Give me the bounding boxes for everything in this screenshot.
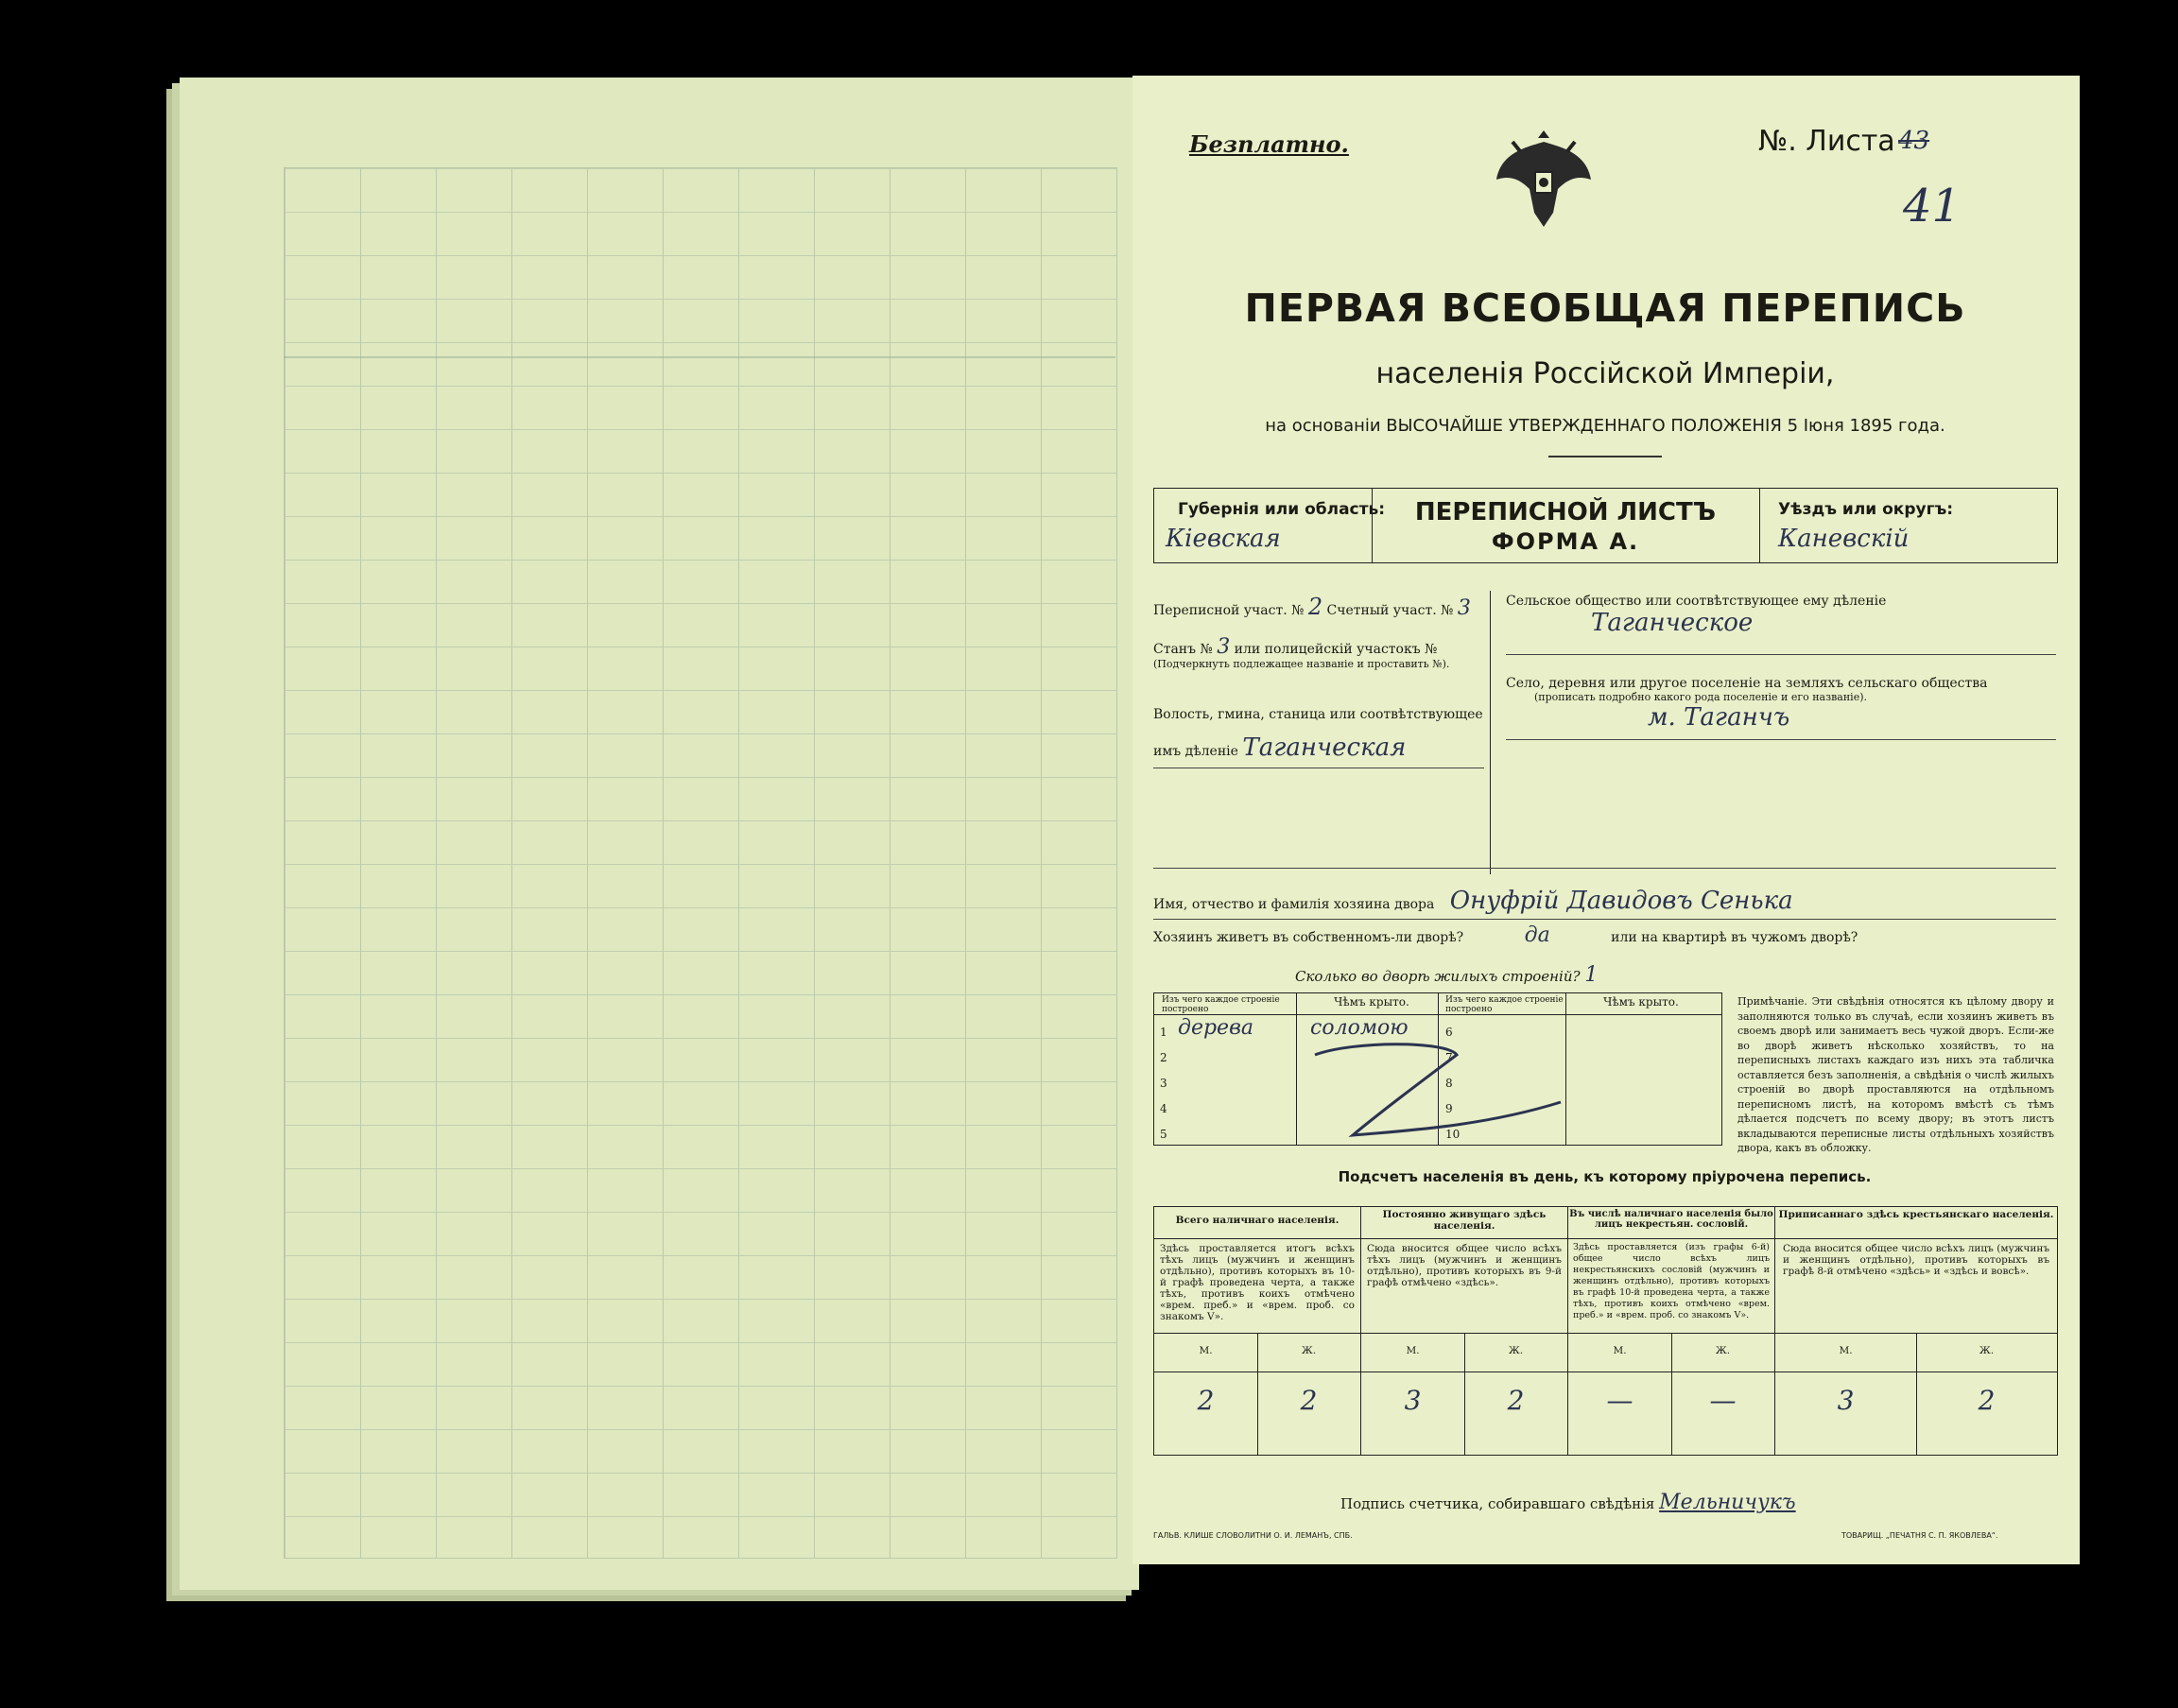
signature-label: Подпись счетчика, собиравшаго свѣдѣнія [1340,1495,1655,1512]
col-roof-left: Чѣмъ крыто. [1334,995,1409,1009]
own-yard-value: да [1524,923,1550,947]
province-label: Губернія или область: [1178,500,1386,519]
district-label: Уѣздъ или округъ: [1778,500,1954,519]
left-page-bleed-through [284,167,1115,358]
sheet-number-handwritten: 41 [1903,180,1962,233]
col-roof-right: Чѣмъ крыто. [1603,995,1679,1009]
row-num: 7 [1445,1051,1453,1064]
form-header-box [1153,488,2058,563]
signature-value: Мельничукъ [1659,1491,1796,1514]
row1-roof: соломою [1310,1016,1409,1040]
printer-right: ТОВАРИЩ. „ПЕЧАТНЯ С. П. ЯКОВЛЕВА“. [1841,1531,1998,1540]
summary-title: Подсчетъ населенія въ день, къ которому пріурочена перепись. [1338,1168,1872,1185]
printer-left: ГАЛЬВ. КЛИШЕ СЛОВОЛИТНИ О. И. ЛЕМАНЪ, СПБ. [1153,1531,1353,1540]
handwritten-z-stroke [1296,1036,1580,1145]
census-section-value: 2 [1307,594,1323,620]
village-note: (прописать подробно какого рода поселеніе и его названіе). [1534,691,1867,703]
right-fields [1506,594,2056,740]
counting-section-label: Счетный участ. № [1326,603,1454,618]
f-label: Ж. [1979,1345,1995,1356]
rows-left [1160,1020,1167,1147]
buildings-value: 1 [1584,963,1599,987]
col-material-left: Изъ чего каждое строеніе построено [1162,995,1280,1014]
permanent-m-value: 3 [1404,1385,1422,1416]
f-label: Ж. [1715,1345,1731,1356]
total-f-value: 2 [1300,1385,1318,1416]
buildings-table [1153,992,1722,1146]
left-page-ruled-grid [284,167,1117,1559]
non-peasant-m-value: — [1606,1385,1634,1416]
row-num: 9 [1445,1102,1453,1115]
summary-col-desc: Здѣсь проставляется итогъ всѣхъ тѣхъ лицъ (мужчинъ и женщинъ отдѣльно), противъ которыхъ въ 10-й графѣ проведена черта, а также тѣхъ, противъ коихъ отмѣчено «врем. преб.» и «врем. проб. со знакомъ V». [1154,1239,1360,1334]
volost-label-2: имъ дѣленіе [1153,744,1238,759]
rented-label: или на квартирѣ въ чужомъ дворѣ? [1611,930,1858,945]
row1-material: дерева [1178,1016,1253,1040]
society-value: Таганческое [1506,609,2056,655]
district-value: Каневскій [1778,525,1910,553]
m-label: М. [1406,1345,1420,1356]
fields-divider [1490,591,1491,874]
registered-m-value: 3 [1837,1385,1855,1416]
row-num: 8 [1445,1077,1453,1090]
row-num: 1 [1160,1026,1167,1039]
volost-value: Таганческая [1242,733,1407,762]
fields-bottom-rule [1153,868,2056,869]
owner-name-label: Имя, отчество и фамилія хозяина двора [1153,897,1435,912]
header-divider-left [1372,489,1373,562]
police-label: или полицейскій участокъ № [1234,642,1438,657]
province-value: Кіевская [1166,525,1281,553]
buildings-label: Сколько во дворѣ жилыхъ строеній? [1295,968,1581,985]
summary-col-desc: Здѣсь проставляется (изъ графы 6-й) общее число всѣхъ лицъ некрестьянскихъ сословій (мужчинъ и женщинъ отдѣльно), противъ которыхъ въ графѣ 10-й проведена черта, а также тѣхъ, противъ коихъ отмѣчено «врем. преб.» и «врем. проб. со знакомъ V». [1568,1239,1774,1334]
row-num: 4 [1160,1102,1167,1115]
census-title: ПЕРВАЯ ВСЕОБЩАЯ ПЕРЕПИСЬ [1244,285,1966,331]
header-divider-right [1759,489,1760,562]
summary-col-desc: Сюда вносится общее число всѣхъ тѣхъ лицъ (мужчинъ и женщинъ отдѣльно), противъ которыхъ въ 9-й графѣ отмѣчено «здѣсь». [1361,1239,1567,1334]
m-label: М. [1199,1345,1213,1356]
imperial-eagle-emblem [1492,123,1596,236]
summary-col-header: Всего наличнаго населенія. [1154,1207,1360,1239]
owner-name-value: Онуфрій Давидовъ Сенька [1449,887,1793,915]
m-label: М. [1613,1345,1627,1356]
census-subtitle: населенія Россійской Имперіи, [1375,357,1835,390]
row-num: 5 [1160,1128,1167,1141]
underline-note: (Подчеркнуть подлежащее названіе и проставить №). [1153,658,1450,670]
stan-label: Станъ № [1153,642,1213,657]
permanent-f-value: 2 [1507,1385,1525,1416]
m-label: М. [1839,1345,1853,1356]
left-fields [1153,594,1484,768]
registered-f-value: 2 [1978,1385,1996,1416]
f-label: Ж. [1508,1345,1524,1356]
row-num: 3 [1160,1077,1167,1090]
owner-block [1153,887,2056,987]
sheet-number-label: №. Листа [1758,125,1895,158]
society-label: Сельское общество или соотвѣтствующее ему дѣленіе [1506,594,1887,609]
col-material-right: Изъ чего каждое строеніе построено [1445,995,1564,1014]
row-num: 6 [1445,1026,1453,1039]
volost-label-1: Волость, гмина, станица или соотвѣтствующее [1153,707,1483,722]
summary-table [1153,1206,2058,1456]
f-label: Ж. [1301,1345,1317,1356]
left-page [180,78,1139,1590]
village-label: Село, деревня или другое поселеніе на земляхъ сельскаго общества [1506,676,1988,691]
summary-col-header: Постоянно живущаго здѣсь населенія. [1361,1207,1567,1239]
non-peasant-f-value: — [1709,1385,1737,1416]
row-num: 10 [1445,1128,1461,1141]
counting-section-value: 3 [1457,596,1471,620]
form-subtitle: ФОРМА А. [1491,528,1640,555]
summary-col-desc: Сюда вносится общее число всѣхъ лицъ (мужчинъ и женщинъ отдѣльно), противъ которыхъ въ графѣ 8-й отмѣчено «здѣсь» и «здѣсь и вовсѣ». [1775,1239,2057,1334]
census-form-page [1132,76,2080,1564]
sheet-number-struck: 43 [1898,127,1930,155]
census-basis: на основаніи ВЫСОЧАЙШЕ УТВЕРЖДЕННАГО ПОЛОЖЕНІЯ 5 Іюня 1895 года. [1265,416,1945,436]
summary-col-header: Приписаннаго здѣсь крестьянскаго населенія. [1775,1207,2057,1239]
signature-line [1340,1491,1796,1514]
total-m-value: 2 [1197,1385,1215,1416]
summary-col-header: Въ числѣ наличнаго населенія было лицъ некрестьян. сословій. [1568,1207,1774,1239]
ornament-divider [1548,456,1662,457]
free-label: Безплатно. [1189,130,1349,158]
form-title: ПЕРЕПИСНОЙ ЛИСТЪ [1414,498,1717,526]
stan-value: 3 [1217,635,1231,659]
own-yard-label: Хозяинъ живетъ въ собственномъ-ли дворѣ? [1153,930,1464,945]
note-text: Примѣчаніе. Эти свѣдѣнія относятся къ цѣлому двору и заполняются только въ случаѣ, если хозяинъ живетъ въ своемъ дворѣ или занимаетъ весь чужой дворъ. Если-же во дворѣ живетъ нѣсколько хозяйствъ, то на переписныхъ листахъ каждаго изъ нихъ эта табличка оставляется безъ заполненія, а свѣдѣнія о числѣ жилыхъ строеній во дворѣ проставляются на отдѣльномъ переписномъ листѣ, на которомъ вмѣстѣ съ тѣмъ дѣлается подсчетъ по всему двору; въ этотъ листъ вкладываются переписные листы отдѣльныхъ хозяйствъ двора, какъ въ обложку. [1737,995,2054,1154]
census-section-label: Переписной участ. № [1153,603,1305,618]
row-num: 2 [1160,1051,1167,1064]
village-value: м. Таганчъ [1506,703,2056,740]
